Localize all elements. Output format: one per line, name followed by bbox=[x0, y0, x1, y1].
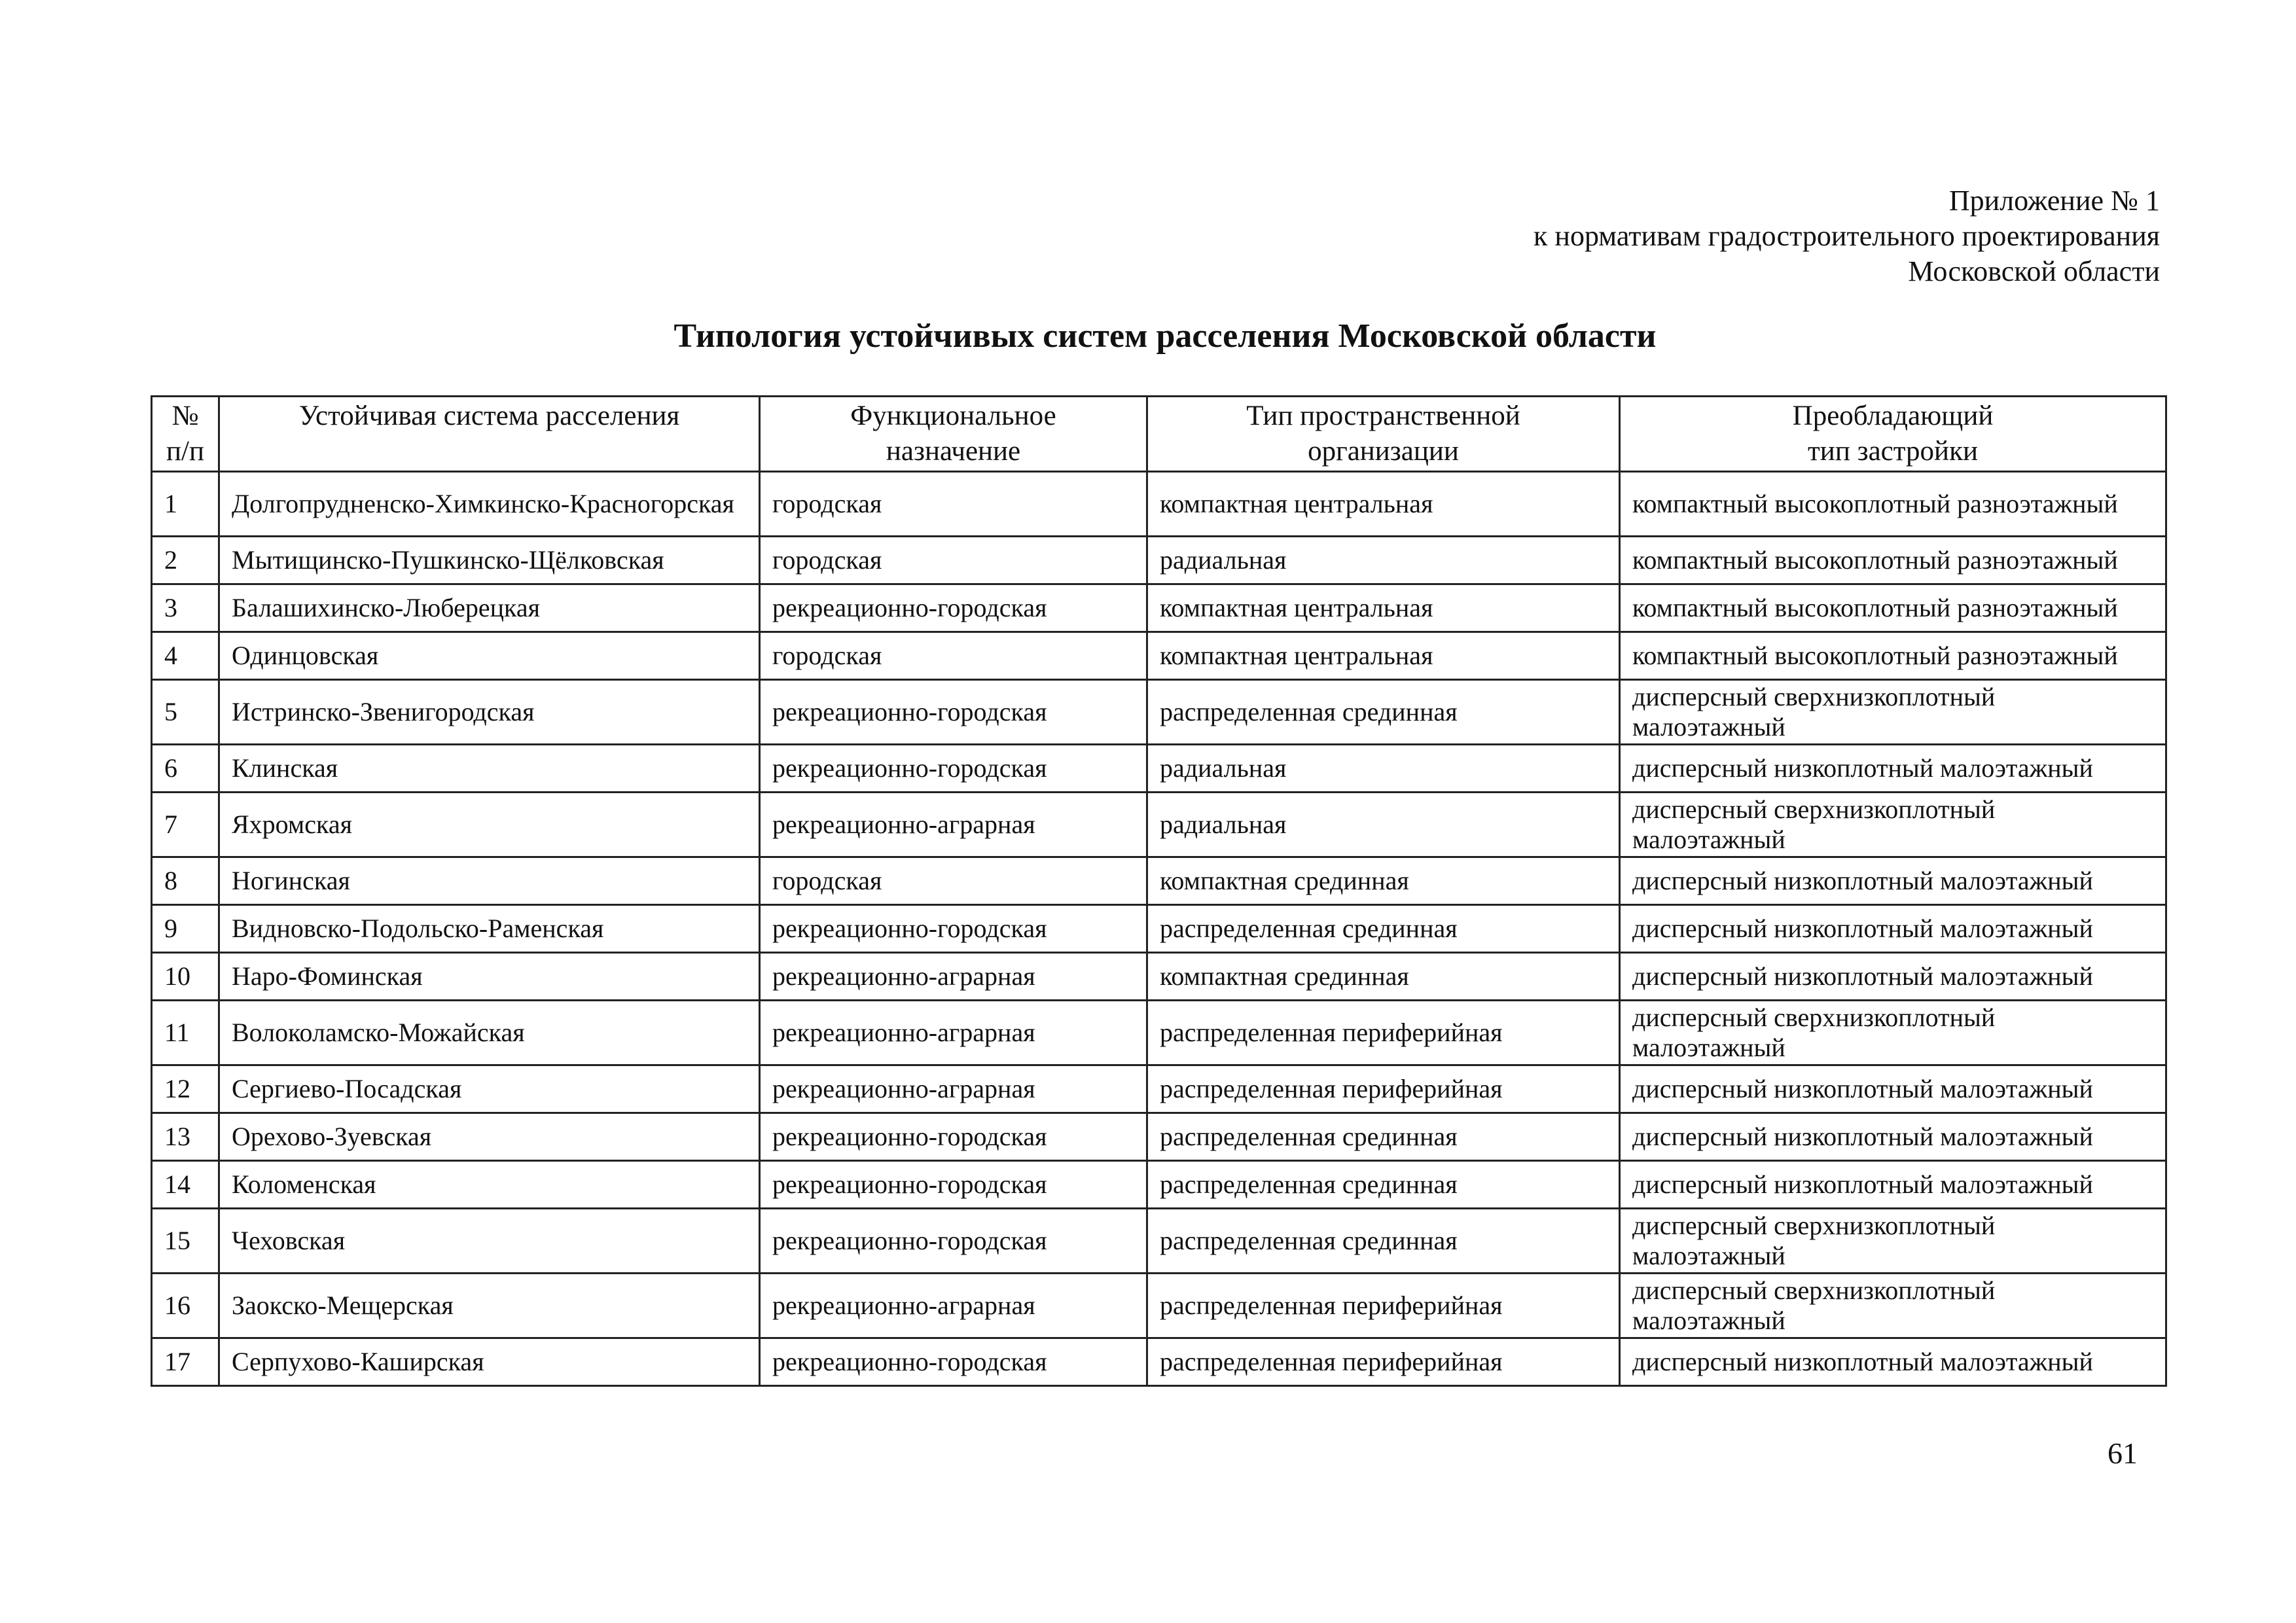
settlement-system: Мытищинско-Пушкинско-Щёлковская bbox=[219, 537, 760, 584]
header-building-type bbox=[1620, 397, 2166, 472]
functional-purpose: городская bbox=[760, 537, 1147, 584]
spatial-organization: распределенная срединная bbox=[1147, 1209, 1620, 1274]
building-type: дисперсный низкоплотный малоэтажный bbox=[1620, 1113, 2166, 1161]
settlement-system: Сергиево-Посадская bbox=[219, 1065, 760, 1113]
row-number: 13 bbox=[152, 1113, 219, 1161]
settlement-system: Заокско-Мещерская bbox=[219, 1274, 760, 1338]
settlement-system: Волоколамско-Можайская bbox=[219, 1001, 760, 1065]
functional-purpose: рекреационно-городская bbox=[760, 1113, 1147, 1161]
row-number: 8 bbox=[152, 857, 219, 905]
header-function-line-1: Функциональное bbox=[850, 401, 1056, 431]
header-number-line-2: п/п bbox=[166, 436, 204, 467]
building-type: дисперсный низкоплотный малоэтажный bbox=[1620, 1161, 2166, 1209]
table-row bbox=[152, 745, 2166, 793]
header-settlement-system-label: Устойчивая система расселения bbox=[298, 401, 680, 431]
spatial-organization: распределенная срединная bbox=[1147, 905, 1620, 953]
row-number: 16 bbox=[152, 1274, 219, 1338]
page-number: 61 bbox=[2108, 1436, 2138, 1470]
row-number: 9 bbox=[152, 905, 219, 953]
settlement-system: Чеховская bbox=[219, 1209, 760, 1274]
building-type: дисперсный сверхнизкоплотный малоэтажный bbox=[1620, 793, 2166, 857]
building-type: дисперсный сверхнизкоплотный малоэтажный bbox=[1620, 1274, 2166, 1338]
table-row bbox=[152, 793, 2166, 857]
building-type: дисперсный низкоплотный малоэтажный bbox=[1620, 1338, 2166, 1386]
table-row bbox=[152, 537, 2166, 584]
header-building-type-line-1: Преобладающий bbox=[1792, 401, 1994, 431]
functional-purpose: рекреационно-аграрная bbox=[760, 1065, 1147, 1113]
functional-purpose: городская bbox=[760, 857, 1147, 905]
building-type: дисперсный низкоплотный малоэтажный bbox=[1620, 1065, 2166, 1113]
building-type: компактный высокоплотный разноэтажный bbox=[1620, 632, 2166, 680]
settlement-system: Орехово-Зуевская bbox=[219, 1113, 760, 1161]
building-type: компактный высокоплотный разноэтажный bbox=[1620, 584, 2166, 632]
settlement-system: Балашихинско-Люберецкая bbox=[219, 584, 760, 632]
building-type: компактный высокоплотный разноэтажный bbox=[1620, 472, 2166, 537]
document-title: Типология устойчивых систем расселения Московской области bbox=[673, 317, 1657, 355]
table-row bbox=[152, 953, 2166, 1001]
table-row bbox=[152, 1274, 2166, 1338]
functional-purpose: рекреационно-аграрная bbox=[760, 793, 1147, 857]
row-number: 7 bbox=[152, 793, 219, 857]
table-row bbox=[152, 1338, 2166, 1386]
header-function bbox=[760, 397, 1147, 472]
spatial-organization: компактная срединная bbox=[1147, 857, 1620, 905]
functional-purpose: рекреационно-аграрная bbox=[760, 953, 1147, 1001]
appendix-line-1: Приложение № 1 bbox=[1948, 185, 2160, 217]
building-type: компактный высокоплотный разноэтажный bbox=[1620, 537, 2166, 584]
header-number-line-1: № bbox=[171, 401, 199, 431]
appendix-line-2: к нормативам градостроительного проектирования bbox=[1534, 220, 2160, 252]
table-row bbox=[152, 1209, 2166, 1274]
functional-purpose: городская bbox=[760, 632, 1147, 680]
settlement-system: Видновско-Подольско-Раменская bbox=[219, 905, 760, 953]
building-type: дисперсный низкоплотный малоэтажный bbox=[1620, 857, 2166, 905]
spatial-organization: распределенная периферийная bbox=[1147, 1065, 1620, 1113]
appendix-line-3: Московской области bbox=[1908, 255, 2160, 287]
functional-purpose: городская bbox=[760, 472, 1147, 537]
table-row bbox=[152, 905, 2166, 953]
functional-purpose: рекреационно-городская bbox=[760, 1161, 1147, 1209]
row-number: 14 bbox=[152, 1161, 219, 1209]
appendix-note bbox=[1534, 183, 2160, 289]
spatial-organization: компактная срединная bbox=[1147, 953, 1620, 1001]
spatial-organization: распределенная срединная bbox=[1147, 1161, 1620, 1209]
table-row bbox=[152, 1161, 2166, 1209]
table-row bbox=[152, 584, 2166, 632]
table-row bbox=[152, 1001, 2166, 1065]
header-spatial-type-line-1: Тип пространственной bbox=[1246, 401, 1520, 431]
row-number: 15 bbox=[152, 1209, 219, 1274]
spatial-organization: компактная центральная bbox=[1147, 632, 1620, 680]
spatial-organization: распределенная срединная bbox=[1147, 680, 1620, 745]
settlement-system: Клинская bbox=[219, 745, 760, 793]
table-row bbox=[152, 857, 2166, 905]
spatial-organization: распределенная срединная bbox=[1147, 1113, 1620, 1161]
table-row bbox=[152, 1113, 2166, 1161]
row-number: 5 bbox=[152, 680, 219, 745]
settlement-system: Яхромская bbox=[219, 793, 760, 857]
row-number: 6 bbox=[152, 745, 219, 793]
building-type: дисперсный низкоплотный малоэтажный bbox=[1620, 905, 2166, 953]
settlement-system: Одинцовская bbox=[219, 632, 760, 680]
spatial-organization: распределенная периферийная bbox=[1147, 1338, 1620, 1386]
header-function-line-2: назначение bbox=[886, 436, 1021, 467]
functional-purpose: рекреационно-городская bbox=[760, 680, 1147, 745]
functional-purpose: рекреационно-аграрная bbox=[760, 1001, 1147, 1065]
row-number: 12 bbox=[152, 1065, 219, 1113]
building-type: дисперсный низкоплотный малоэтажный bbox=[1620, 745, 2166, 793]
spatial-organization: радиальная bbox=[1147, 793, 1620, 857]
functional-purpose: рекреационно-городская bbox=[760, 905, 1147, 953]
settlement-system: Наро-Фоминская bbox=[219, 953, 760, 1001]
table-row bbox=[152, 680, 2166, 745]
row-number: 4 bbox=[152, 632, 219, 680]
spatial-organization: распределенная периферийная bbox=[1147, 1274, 1620, 1338]
header-number bbox=[152, 397, 219, 472]
functional-purpose: рекреационно-городская bbox=[760, 745, 1147, 793]
header-building-type-line-2: тип застройки bbox=[1808, 436, 1978, 467]
spatial-organization: радиальная bbox=[1147, 537, 1620, 584]
settlement-system: Коломенская bbox=[219, 1161, 760, 1209]
row-number: 1 bbox=[152, 472, 219, 537]
functional-purpose: рекреационно-городская bbox=[760, 584, 1147, 632]
functional-purpose: рекреационно-городская bbox=[760, 1338, 1147, 1386]
row-number: 10 bbox=[152, 953, 219, 1001]
row-number: 11 bbox=[152, 1001, 219, 1065]
table-row bbox=[152, 1065, 2166, 1113]
functional-purpose: рекреационно-аграрная bbox=[760, 1274, 1147, 1338]
typology-table bbox=[151, 395, 2167, 1387]
spatial-organization: компактная центральная bbox=[1147, 472, 1620, 537]
row-number: 2 bbox=[152, 537, 219, 584]
table-row bbox=[152, 632, 2166, 680]
spatial-organization: компактная центральная bbox=[1147, 584, 1620, 632]
spatial-organization: радиальная bbox=[1147, 745, 1620, 793]
settlement-system: Ногинская bbox=[219, 857, 760, 905]
header-settlement-system bbox=[219, 397, 760, 472]
spatial-organization: распределенная периферийная bbox=[1147, 1001, 1620, 1065]
table-header-row bbox=[152, 397, 2166, 472]
settlement-system: Истринско-Звенигородская bbox=[219, 680, 760, 745]
building-type: дисперсный низкоплотный малоэтажный bbox=[1620, 953, 2166, 1001]
functional-purpose: рекреационно-городская bbox=[760, 1209, 1147, 1274]
settlement-system: Серпухово-Каширская bbox=[219, 1338, 760, 1386]
row-number: 17 bbox=[152, 1338, 219, 1386]
building-type: дисперсный сверхнизкоплотный малоэтажный bbox=[1620, 1001, 2166, 1065]
settlement-system: Долгопрудненско-Химкинско-Красногорская bbox=[219, 472, 760, 537]
header-spatial-type bbox=[1147, 397, 1620, 472]
table-row bbox=[152, 472, 2166, 537]
building-type: дисперсный сверхнизкоплотный малоэтажный bbox=[1620, 1209, 2166, 1274]
header-spatial-type-line-2: организации bbox=[1308, 436, 1459, 467]
row-number: 3 bbox=[152, 584, 219, 632]
building-type: дисперсный сверхнизкоплотный малоэтажный bbox=[1620, 680, 2166, 745]
